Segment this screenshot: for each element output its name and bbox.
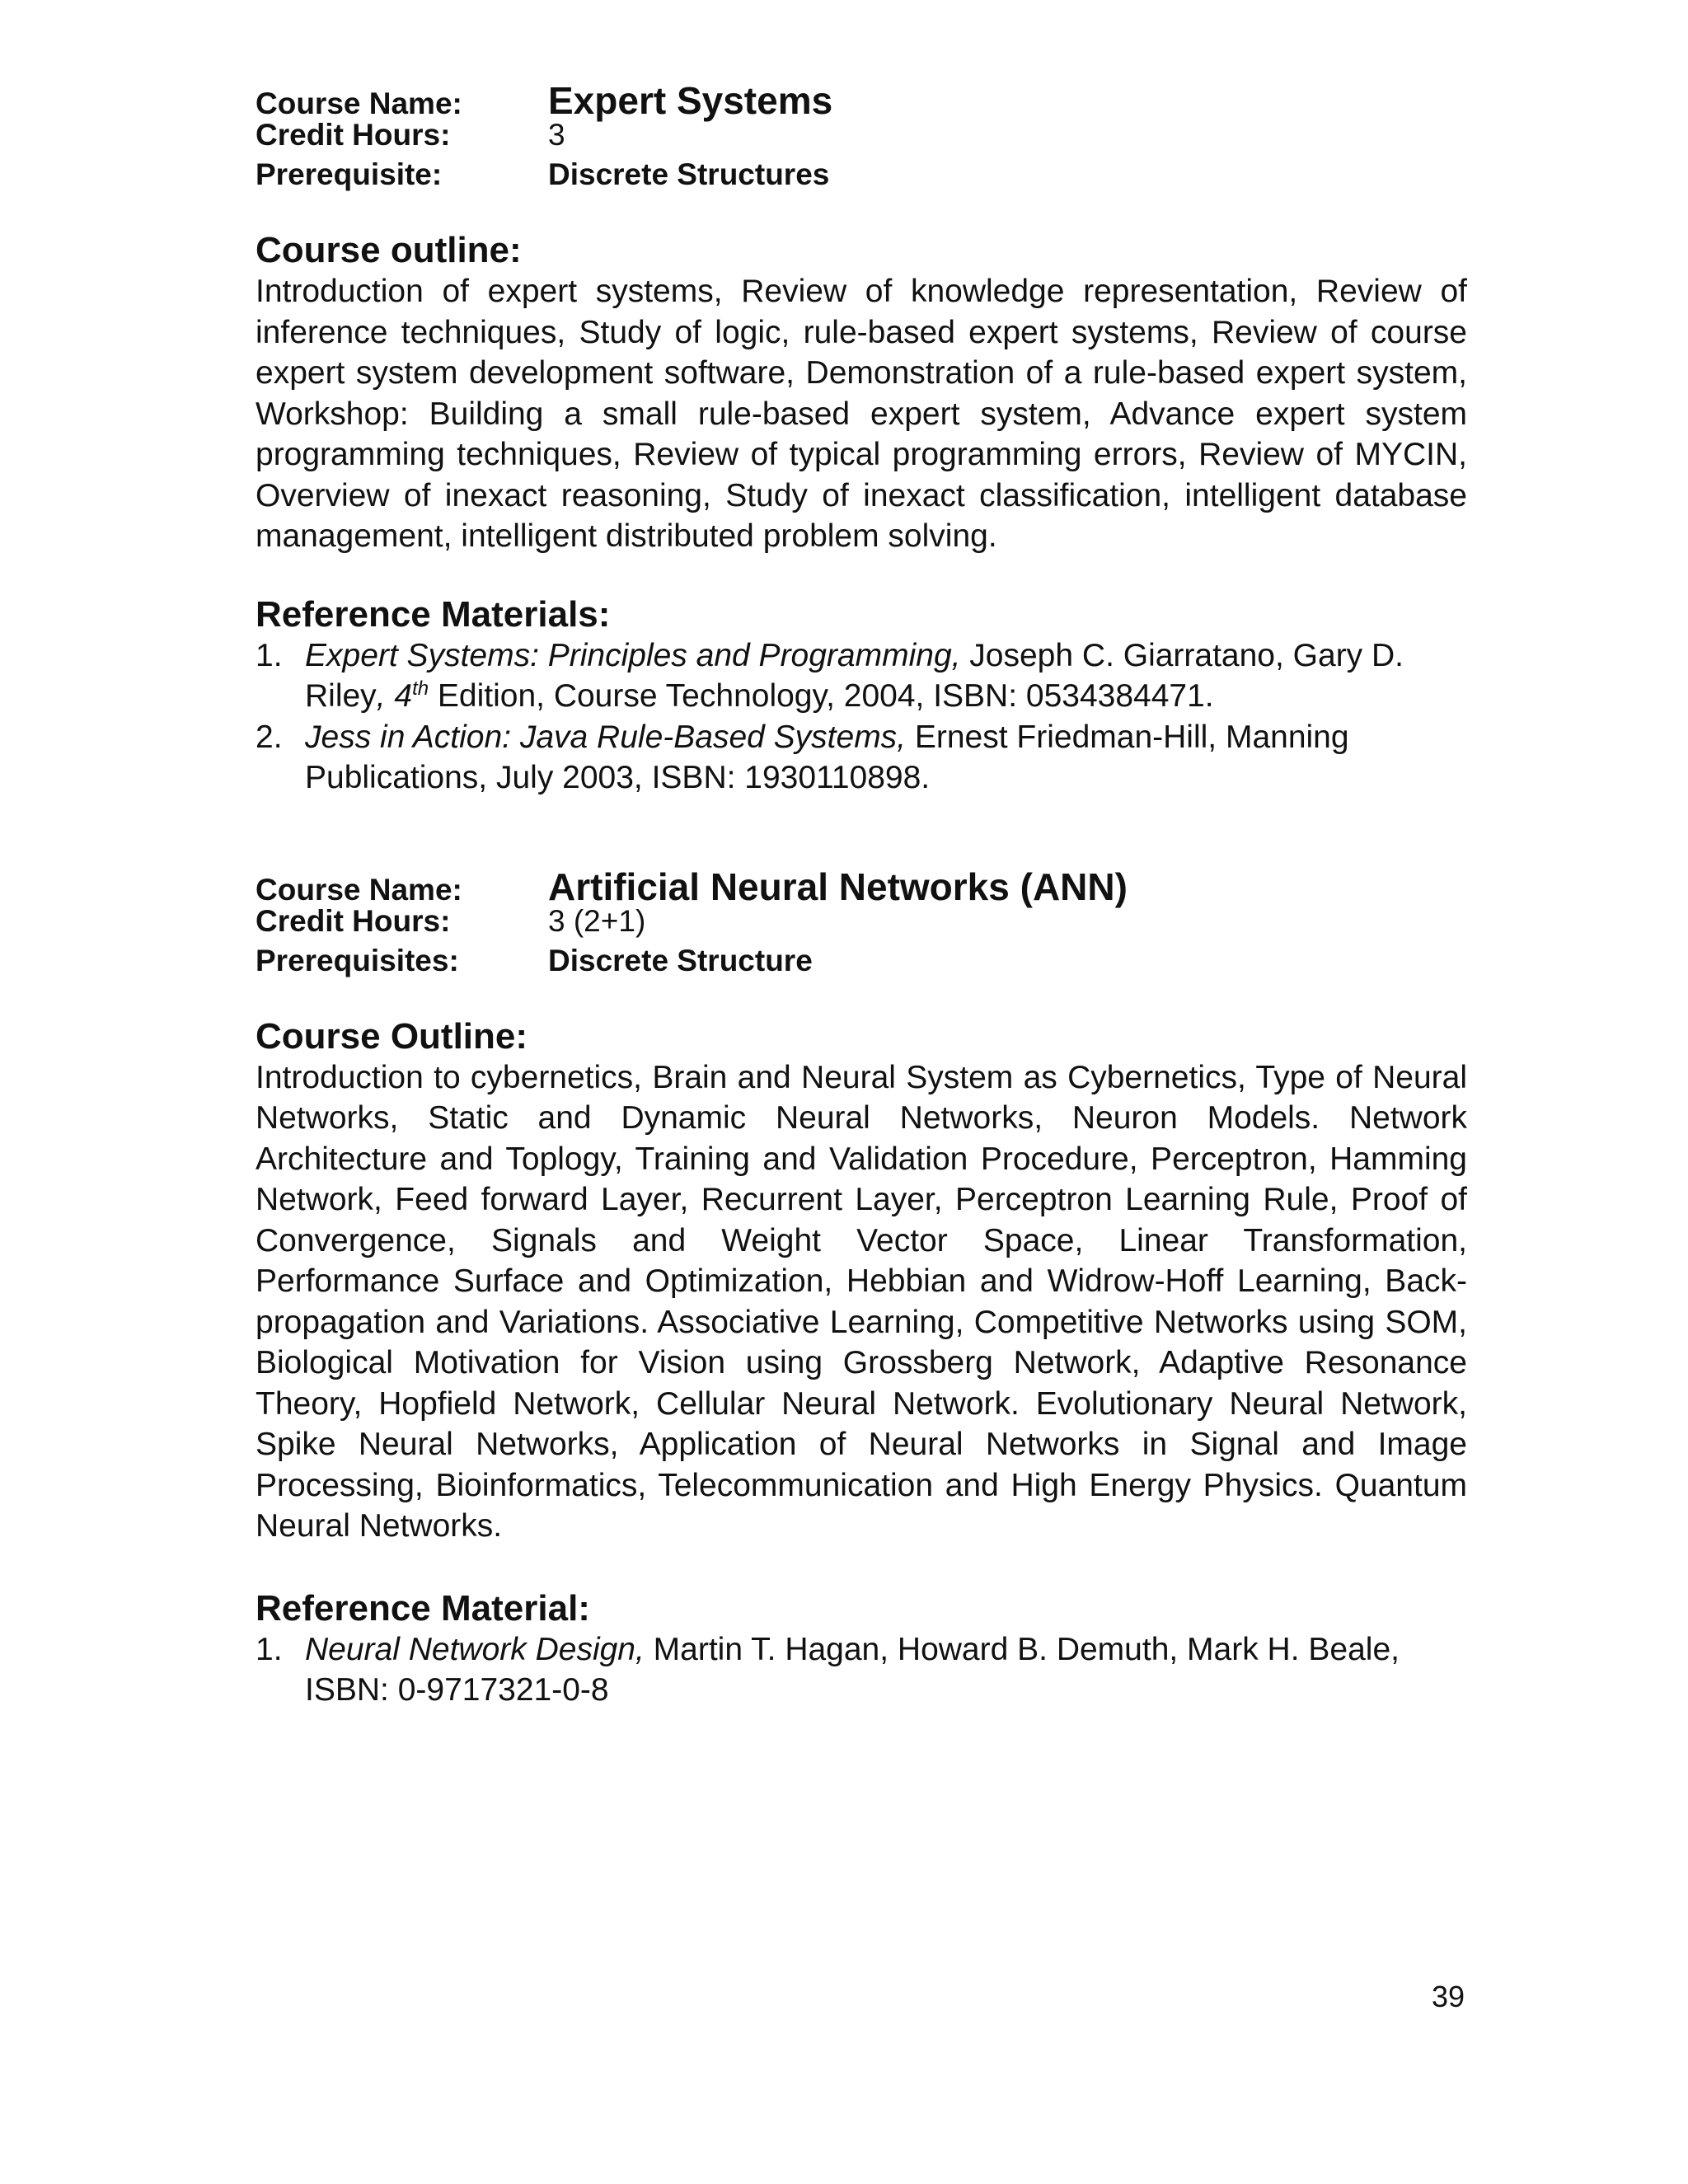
reference-details: Edition, Course Technology, 2004, ISBN: 0534384471. bbox=[429, 678, 1214, 714]
reference-title: Jess in Action: Java Rule-Based Systems, bbox=[305, 719, 907, 755]
course-expert-systems bbox=[256, 78, 1467, 799]
course-name-value: Expert Systems bbox=[548, 79, 833, 122]
course-outline-heading: Course Outline: bbox=[256, 1015, 528, 1057]
reference-item bbox=[256, 1629, 1467, 1711]
reference-materials-heading: Reference Materials: bbox=[256, 593, 611, 635]
course-outline-text: Introduction of expert systems, Review of knowledge representation, Review of inference techniques, Study of logic, rule-based expert systems, Review of course expert system development software, Demonstration of a rule-based expert system, Workshop: Building a small rule-based expert system, Advance expert system programming techniques, Review of typical programming errors, Review of MYCIN, Overview of inexact reasoning, Study of inexact classification, intelligent database management, intelligent distributed problem solving. bbox=[256, 274, 1467, 554]
reference-list bbox=[256, 1629, 1467, 1711]
page-number: 39 bbox=[1432, 1980, 1465, 2013]
document-page bbox=[256, 78, 1467, 1711]
course-outline-heading: Course outline: bbox=[256, 230, 522, 270]
reference-title: Neural Network Design, bbox=[305, 1631, 645, 1667]
reference-list bbox=[256, 635, 1467, 799]
reference-text bbox=[305, 635, 1467, 717]
prerequisite-label: Prerequisites: bbox=[256, 943, 459, 977]
reference-text bbox=[305, 1629, 1467, 1711]
prerequisite-value: Discrete Structure bbox=[548, 943, 813, 977]
prerequisite-row bbox=[256, 944, 1467, 983]
credit-hours-label: Credit Hours: bbox=[256, 118, 451, 152]
credit-hours-value: 3 bbox=[548, 118, 565, 152]
reference-text bbox=[305, 717, 1467, 799]
prerequisite-value: Discrete Structures bbox=[548, 157, 830, 191]
course-name-row bbox=[256, 865, 1467, 908]
course-name-label: Course Name: bbox=[256, 87, 462, 120]
course-ann bbox=[256, 865, 1467, 1711]
course-outline-text: Introduction to cybernetics, Brain and Neural System as Cybernetics, Type of Neural Networks, Static and Dynamic Neural Networks, Neuron Models. Network Architecture and Toplogy, Training and Validation Procedure, Perceptron, Hamming Network, Feed forward Layer, Recurrent Layer, Perceptron Learning Rule, Proof of Convergence, Signals and Weight Vector Space, Linear Transformation, Performance Surface and Optimization, Hebbian and Widrow-Hoff Learning, Back-propagation and Variations. Associative Learning, Competitive Networks using SOM, Biological Motivation for Vision using Grossberg Network, Adaptive Resonance Theory, Hopfield Network, Cellular Neural Network. Evolutionary Neural Network, Spike Neural Networks, Application of Neural Networks in Signal and Image Processing, Bioinformatics, Telecommunication and High Energy Physics. Quantum Neural Networks. bbox=[256, 1059, 1467, 1544]
reference-edition-sup: th bbox=[412, 677, 429, 700]
reference-material-heading: Reference Material: bbox=[256, 1587, 590, 1629]
reference-number: 2. bbox=[256, 719, 283, 755]
course-name-value: Artificial Neural Networks (ANN) bbox=[548, 865, 1128, 908]
reference-details: Ernest Friedman-Hill, Manning Publications, July 2003, ISBN: 1930110898. bbox=[305, 719, 1349, 795]
reference-authors: Joseph C. Giarratano, Gary D. Riley bbox=[305, 637, 1404, 714]
reference-number: 1. bbox=[256, 637, 283, 673]
reference-item bbox=[256, 717, 1467, 799]
reference-number: 1. bbox=[256, 1631, 283, 1667]
prerequisite-label: Prerequisite: bbox=[256, 157, 443, 191]
reference-title: Expert Systems: Principles and Programming, bbox=[305, 637, 961, 673]
reference-details: Martin T. Hagan, Howard B. Demuth, Mark H. Beale, ISBN: 0-9717321-0-8 bbox=[305, 1631, 1400, 1708]
credit-hours-row bbox=[256, 118, 1467, 157]
prerequisite-row bbox=[256, 157, 1467, 197]
reference-item bbox=[256, 635, 1467, 717]
reference-edition: , 4 bbox=[376, 678, 413, 714]
credit-hours-row bbox=[256, 904, 1467, 944]
credit-hours-value: 3 (2+1) bbox=[548, 903, 646, 938]
credit-hours-label: Credit Hours: bbox=[256, 903, 451, 938]
course-name-label: Course Name: bbox=[256, 872, 462, 907]
course-name-row bbox=[256, 78, 1467, 122]
